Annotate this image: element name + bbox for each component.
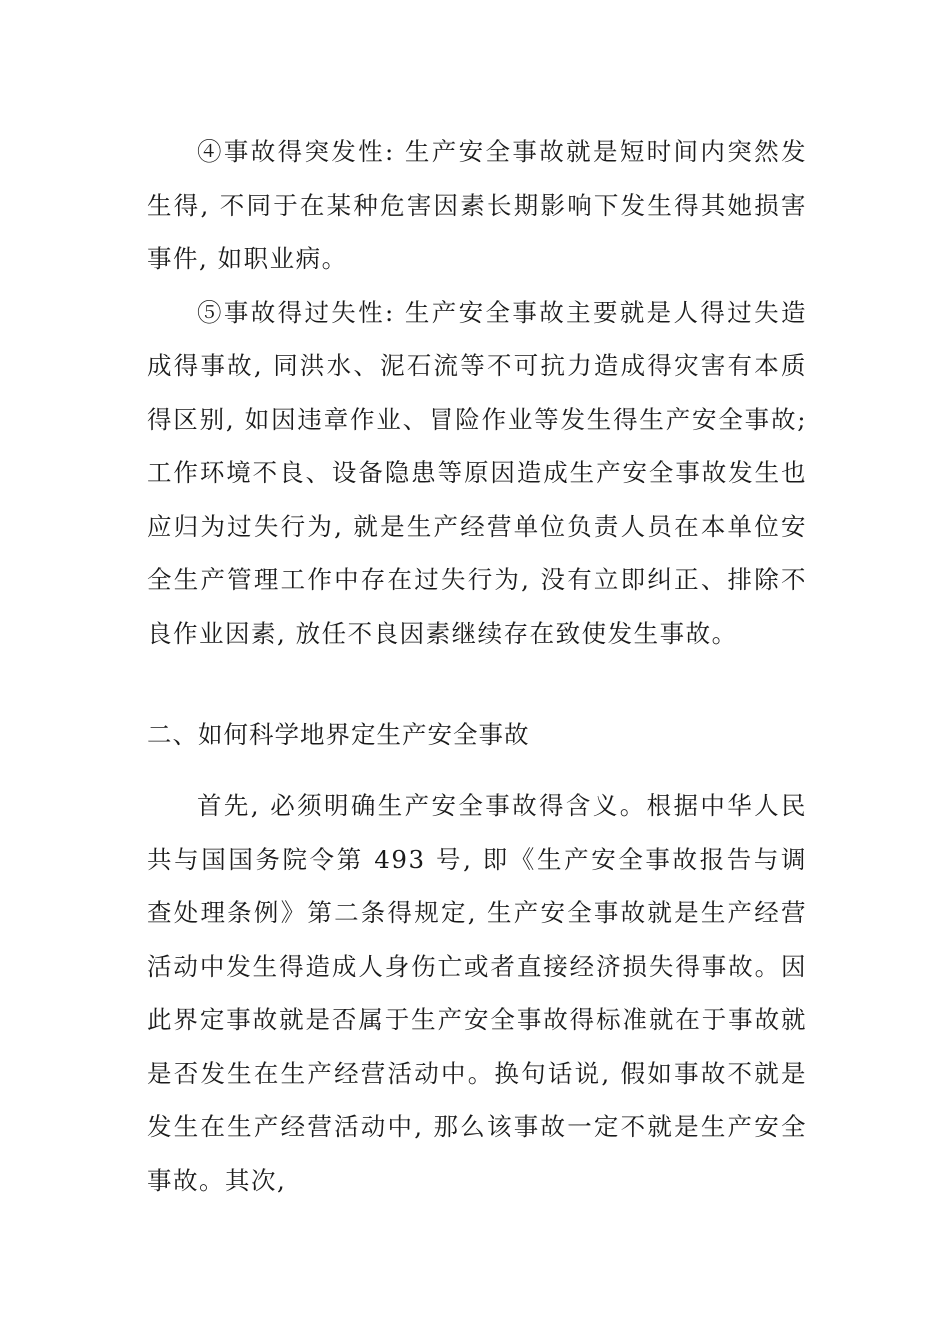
body-text-top <box>147 125 807 660</box>
paragraph-negligence-nature: ⑤事故得过失性: 生产安全事故主要就是人得过失造成得事故, 同洪水、泥石流等不可抗力造成得灾害有本质得区别, 如因违章作业、冒险作业等发生得生产安全事故; 工作环境不良、设备隐患等原因造成生产安全事故发生也应归为过失行为, 就是生产经营单位负责人员在本单位安全生产管理工作中存在过失行为, 没有立即纠正、排除不良作业因素, 放任不良因素继续存在致使发生事故。 <box>147 297 807 648</box>
paragraph-sudden-nature: ④事故得突发性: 生产安全事故就是短时间内突然发生得, 不同于在某种危害因素长期影响下发生得其她损害事件, 如职业病。 <box>147 137 807 273</box>
body-text-bottom <box>147 779 807 1207</box>
paragraph-definition: 首先, 必须明确生产安全事故得含义。根据中华人民共与国国务院令第 493 号, 即《生产安全事故报告与调查处理条例》第二条得规定, 生产安全事故就是生产经营活动中发生得造成人身伤亡或者直接经济损失得事故。因此界定事故就是否属于生产安全事故得标准就在于事故就是否发生在生产经营活动中。换句话说, 假如事故不就是发生在生产经营活动中, 那么该事故一定不就是生产安全事故。其次, <box>147 791 807 1195</box>
section-heading: 二、如何科学地界定生产安全事故 <box>147 720 530 749</box>
